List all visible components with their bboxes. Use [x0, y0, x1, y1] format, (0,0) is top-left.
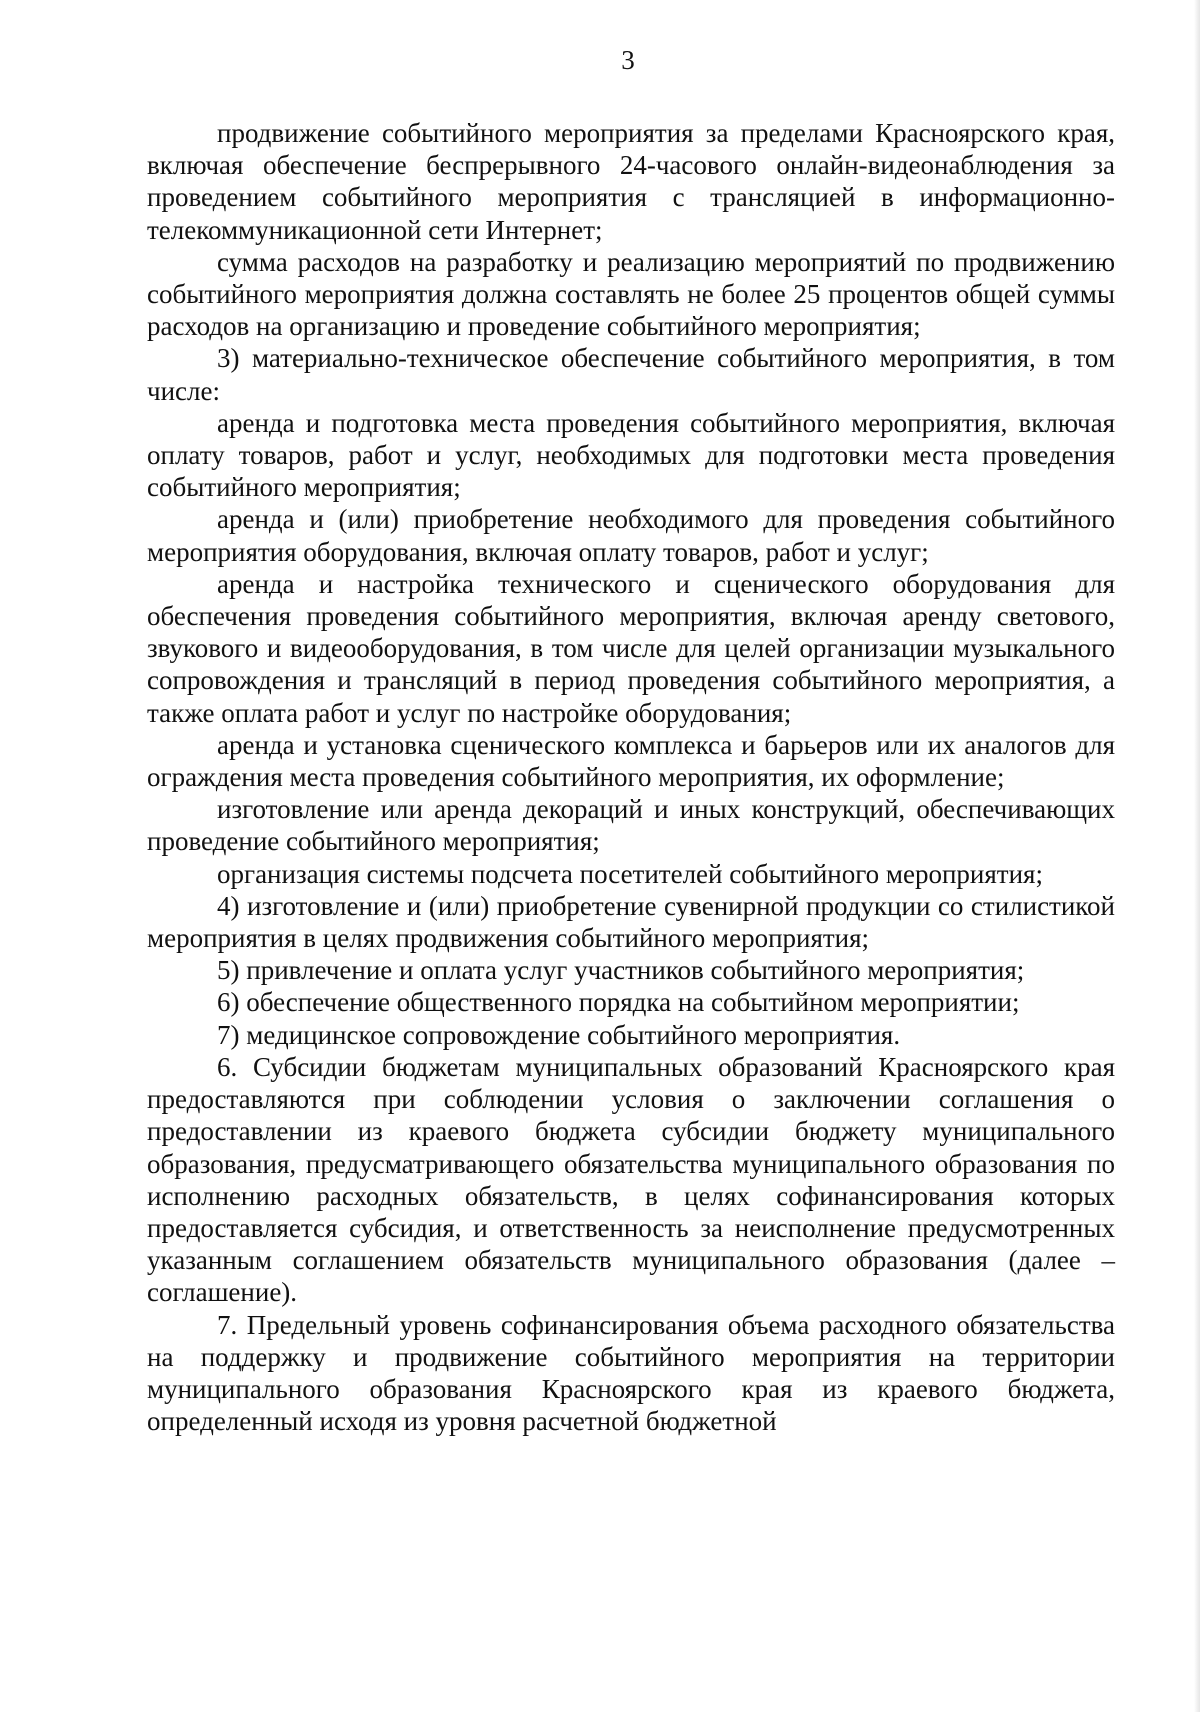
paragraph: 5) привлечение и оплата услуг участников событийного мероприятия;	[217, 955, 1025, 986]
scan-edge-shadow	[1194, 0, 1200, 1712]
paragraph: организация системы подсчета посетителей событийного мероприятия;	[217, 858, 1043, 889]
document-body	[147, 117, 1115, 1437]
paragraph: аренда и настройка технического и сценического оборудования для обеспечения проведения событийного мероприятия, включая аренду светового, звукового и видеооборудования, в том числе для целей организации музыкального сопровождения и трансляций в период проведения событийного мероприятия, а также оплата работ и услуг по настройке оборудования;	[147, 568, 1115, 728]
paragraph: 3) материально-техническое обеспечение событийного мероприятия, в том числе:	[147, 343, 1115, 406]
paragraph: аренда и (или) приобретение необходимого для проведения событийного мероприятия оборудования, включая оплату товаров, работ и услуг;	[147, 504, 1115, 567]
paragraph: 7) медицинское сопровождение событийного мероприятия.	[217, 1019, 901, 1050]
paragraph: аренда и установка сценического комплекса и барьеров или их аналогов для ограждения места проведения событийного мероприятия, их оформление;	[147, 729, 1115, 793]
paragraph: 6) обеспечение общественного порядка на событийном мероприятии;	[217, 987, 1020, 1018]
paragraph: 4) изготовление и (или) приобретение сувенирной продукции со стилистикой мероприятия в целях продвижения событийного мероприятия;	[147, 890, 1115, 954]
paragraph: продвижение событийного мероприятия за пределами Красноярского края, включая обеспечение беспрерывного 24-часового онлайн-видеонаблюдения за проведением событийного мероприятия с трансляцией в информационно-телекоммуникационной сети Интернет;	[147, 118, 1115, 245]
paragraph: изготовление или аренда декораций и иных конструкций, обеспечивающих проведение событийного мероприятия;	[147, 794, 1115, 857]
paragraph: аренда и подготовка места проведения событийного мероприятия, включая оплату товаров, работ и услуг, необходимых для подготовки места проведения событийного мероприятия;	[147, 407, 1115, 503]
paragraph: сумма расходов на разработку и реализацию мероприятий по продвижению событийного мероприятия должна составлять не более 25 процентов общей суммы расходов на организацию и проведение событийного мероприятия;	[147, 246, 1115, 342]
paragraph: 6. Субсидии бюджетам муниципальных образований Красноярского края предоставляются при соблюдении условия о заключении соглашения о предоставлении из краевого бюджета субсидии бюджету муниципального образования, предусматривающего обязательства муниципального образования по исполнению расходных обязательств, в целях софинансирования которых предоставляется субсидия, и ответственность за неисполнение предусмотренных указанным соглашением обязательств муниципального образования (далее – соглашение).	[147, 1051, 1115, 1308]
page-number: 3	[621, 45, 635, 75]
paragraph: 7. Предельный уровень софинансирования объема расходного обязательства на поддержку и продвижение событийного мероприятия на территории муниципального образования Красноярского края из краевого бюджета, определенный исходя из уровня расчетной бюджетной	[147, 1309, 1115, 1437]
